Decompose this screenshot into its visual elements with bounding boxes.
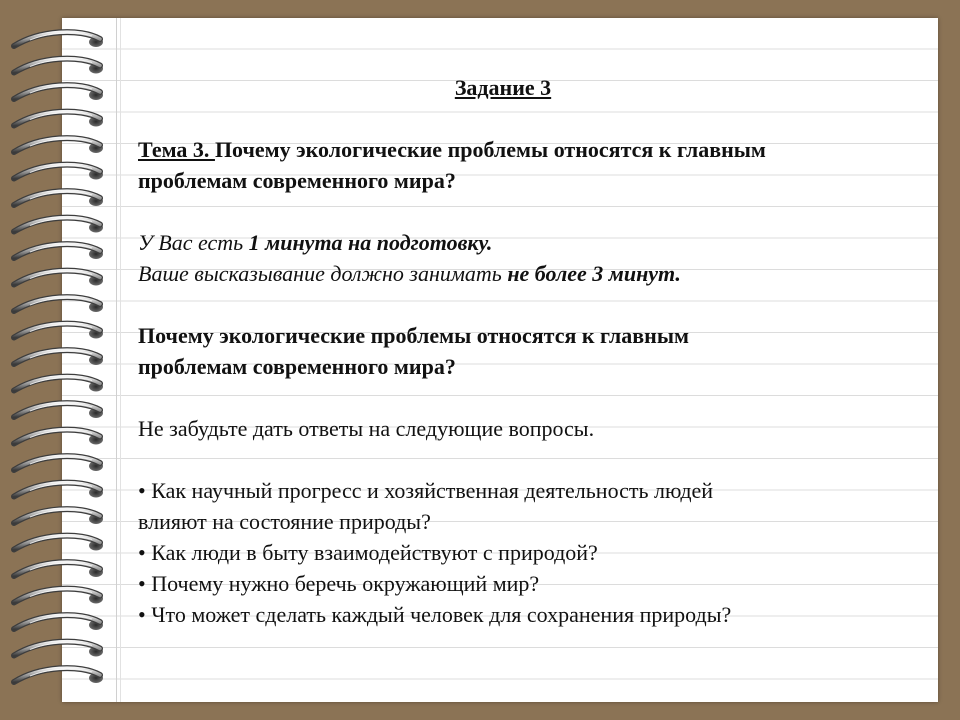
topic-text-2: проблемам современного мира? bbox=[138, 168, 456, 193]
bullet-1-line-1: • Как научный прогресс и хозяйственная деятельность людей bbox=[138, 478, 714, 503]
spiral-ring bbox=[14, 562, 103, 577]
topic-label: Тема 3. bbox=[138, 137, 215, 162]
spiral-ring bbox=[14, 509, 103, 524]
spiral-ring bbox=[14, 297, 103, 312]
spiral-ring bbox=[14, 350, 103, 365]
spiral-ring bbox=[14, 377, 103, 392]
task-title: Задание 3 bbox=[454, 75, 552, 100]
spiral-ring bbox=[14, 430, 103, 445]
spiral-ring bbox=[14, 536, 103, 551]
margin-line-secondary bbox=[120, 18, 121, 702]
prep-bold-2: не более 3 минут. bbox=[507, 261, 681, 286]
spiral-ring bbox=[14, 403, 103, 418]
topic-line-1 bbox=[138, 134, 918, 165]
bullet-1-line-2: влияют на состояние природы? bbox=[138, 509, 431, 534]
bullet-2: • Как люди в быту взаимодействуют с природой? bbox=[138, 540, 598, 565]
question-text-1: Почему экологические проблемы относятся к главным bbox=[138, 323, 689, 348]
prep-line-2 bbox=[138, 258, 918, 289]
topic-text-1: Почему экологические проблемы относятся к главным bbox=[214, 137, 766, 162]
spiral-ring bbox=[14, 165, 103, 180]
bullet-4: • Что может сделать каждый человек для сохранения природы? bbox=[138, 602, 732, 627]
spiral-ring bbox=[14, 483, 103, 498]
prep-line-1 bbox=[138, 227, 918, 258]
prep-text-1: У Вас есть bbox=[138, 230, 249, 255]
spiral-binding bbox=[0, 0, 120, 720]
spiral-ring bbox=[14, 112, 103, 127]
bullet-3: • Почему нужно беречь окружающий мир? bbox=[138, 571, 540, 596]
spiral-ring bbox=[14, 244, 103, 259]
spiral-ring bbox=[14, 324, 103, 339]
spiral-ring bbox=[14, 668, 103, 683]
question-line-1 bbox=[138, 320, 918, 351]
spiral-ring bbox=[14, 271, 103, 286]
spiral-ring bbox=[14, 191, 103, 206]
task-content bbox=[138, 70, 918, 630]
spiral-ring bbox=[14, 589, 103, 604]
question-text-2: проблемам современного мира? bbox=[138, 354, 456, 379]
spiral-ring bbox=[14, 138, 103, 153]
prep-bold-1: 1 минута на подготовку. bbox=[248, 230, 493, 255]
spiral-ring bbox=[14, 456, 103, 471]
spiral-ring bbox=[14, 32, 103, 47]
reminder-text: Не забудьте дать ответы на следующие вопросы. bbox=[138, 416, 595, 441]
spiral-ring bbox=[14, 642, 103, 657]
prep-text-2: Ваше высказывание должно занимать bbox=[138, 261, 508, 286]
spiral-ring bbox=[14, 615, 103, 630]
question-line-2 bbox=[138, 351, 918, 382]
topic-line-2 bbox=[138, 165, 918, 196]
spiral-ring bbox=[14, 218, 103, 233]
